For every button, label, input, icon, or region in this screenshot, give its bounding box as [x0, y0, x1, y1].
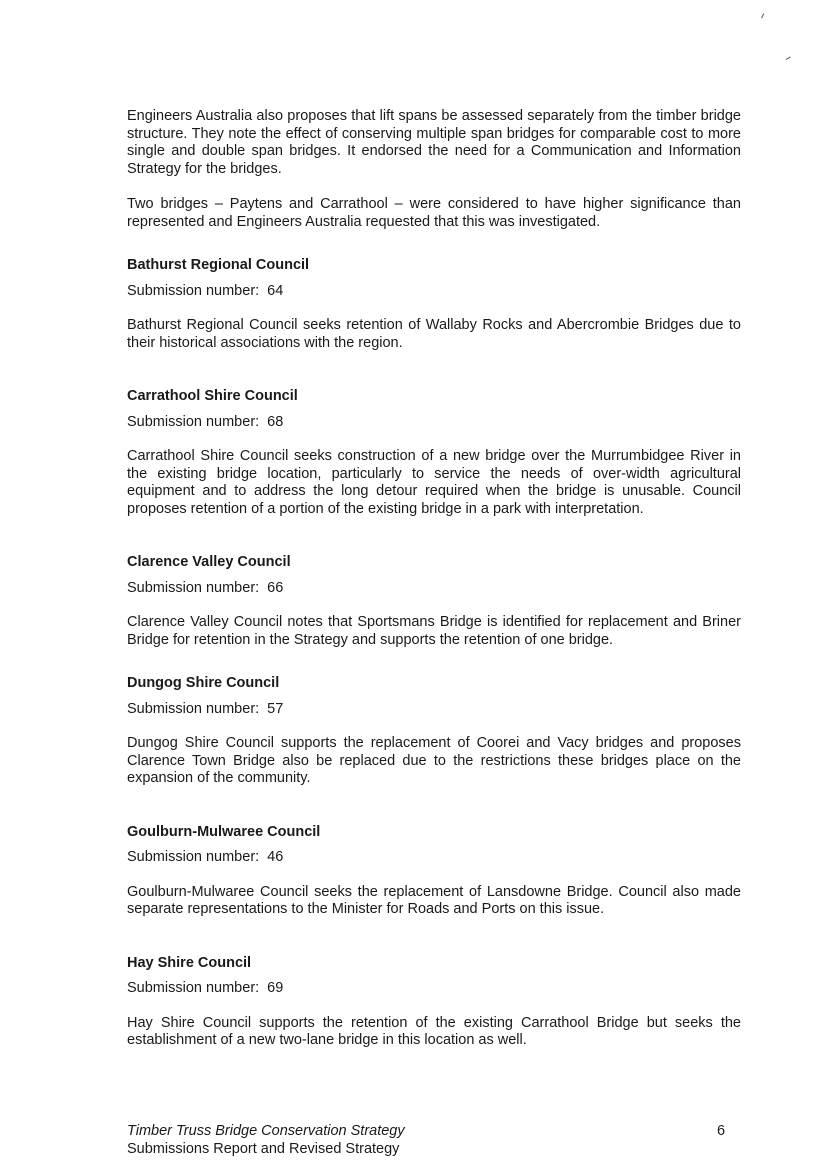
council-section — [127, 388, 741, 518]
submission-label: Submission number: — [127, 700, 260, 717]
intro-paragraph: Two bridges – Paytens and Carrathool – were considered to have higher significance than represented and Engineers Australia requested that this was investigated. — [127, 196, 741, 230]
section-heading: Dungog Shire Council — [127, 675, 280, 691]
submission-number — [127, 701, 741, 719]
section-heading: Bathurst Regional Council — [127, 257, 310, 273]
footer-title: Timber Truss Bridge Conservation Strategy — [127, 1123, 405, 1139]
intro-paragraph: Engineers Australia also proposes that lift spans be assessed separately from the timber bridge structure. They note the effect of conserving multiple span bridges for comparable cost to more single and double span bridges. It endorsed the need for a Communication and Information Strategy for the bridges. — [127, 108, 741, 177]
section-text: Dungog Shire Council supports the replacement of Coorei and Vacy bridges and proposes Clarence Town Bridge also be replaced due to the restrictions these bridges place on the expansion of the community. — [127, 735, 741, 786]
council-section — [127, 955, 741, 1050]
page-footer — [127, 1122, 727, 1158]
section-heading: Goulburn-Mulwaree Council — [127, 823, 321, 840]
submission-label: Submission number: — [127, 849, 260, 865]
submission-label: Submission number: — [127, 282, 260, 299]
section-text: Carrathool Shire Council seeks construction of a new bridge over the Murrumbidgee River in the existing bridge location, particularly to service the needs of over-width agricultural equipment and to address the long detour required when the bridge is unusable. Council proposes retention of a portion of the existing bridge in a park with interpretation. — [127, 448, 741, 517]
page-number: 6 — [717, 1123, 726, 1139]
section-text: Clarence Valley Council notes that Sportsmans Bridge is identified for replacement and Briner Bridge for retention in the Strategy and supports the retention of one bridge. — [127, 614, 741, 648]
submission-number — [127, 283, 741, 301]
council-section — [127, 675, 741, 788]
scan-speck — [761, 13, 767, 19]
submission-value: 68 — [267, 413, 284, 430]
submission-number — [127, 580, 741, 598]
section-text: Bathurst Regional Council seeks retention of Wallaby Rocks and Abercrombie Bridges due to their historical associations with the region. — [127, 317, 741, 351]
submission-number — [127, 849, 741, 867]
submission-number — [127, 414, 741, 432]
section-heading: Hay Shire Council — [127, 954, 252, 971]
submission-value: 46 — [267, 849, 284, 865]
submission-value: 69 — [267, 980, 284, 996]
submission-value: 66 — [267, 579, 284, 596]
council-section — [127, 824, 741, 919]
submission-label: Submission number: — [127, 579, 260, 596]
section-text: Hay Shire Council supports the retention of the existing Carrathool Bridge but seeks the establishment of a new two-lane bridge in this location as well. — [127, 1014, 741, 1048]
submission-number — [127, 980, 741, 998]
section-heading: Carrathool Shire Council — [127, 388, 298, 404]
council-section — [127, 554, 741, 649]
submission-value: 64 — [267, 282, 284, 299]
section-text: Goulburn-Mulwaree Council seeks the replacement of Lansdowne Bridge. Council also made separate representations to the Minister for Roads and Ports on this issue. — [127, 883, 741, 917]
submission-label: Submission number: — [127, 413, 260, 430]
document-body — [127, 108, 741, 1050]
submission-label: Submission number: — [127, 980, 260, 996]
footer-subtitle: Submissions Report and Revised Strategy — [127, 1141, 400, 1157]
scan-speck — [786, 57, 792, 63]
section-heading: Clarence Valley Council — [127, 554, 291, 570]
council-section — [127, 257, 741, 352]
submission-value: 57 — [267, 700, 284, 717]
